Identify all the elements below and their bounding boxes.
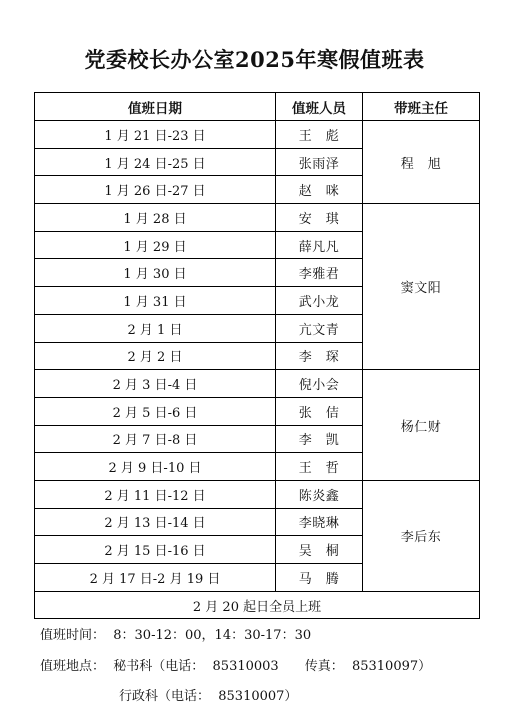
duty-date: 1 月 21 日-23 日 (35, 121, 276, 149)
duty-location: 值班地点： 秘书科（电话： 85310003 传真： 85310097） (40, 659, 432, 674)
duty-person: 赵 咪 (276, 176, 363, 204)
header-person: 值班人员 (276, 93, 363, 121)
header-date: 值班日期 (35, 93, 276, 121)
table-row (35, 370, 480, 398)
duty-person: 李晓琳 (276, 508, 363, 536)
duty-person: 张 佶 (276, 397, 363, 425)
duty-date: 2 月 13 日-14 日 (35, 508, 276, 536)
duty-date: 1 月 29 日 (35, 231, 276, 259)
duty-date: 1 月 26 日-27 日 (35, 176, 276, 204)
duty-date: 2 月 2 日 (35, 342, 276, 370)
duty-date: 2 月 1 日 (35, 314, 276, 342)
duty-person: 李雅君 (276, 259, 363, 287)
duty-person: 王 彪 (276, 121, 363, 149)
duty-person: 吴 桐 (276, 536, 363, 564)
duty-person: 安 琪 (276, 204, 363, 232)
duty-leader: 程 旭 (363, 121, 480, 204)
duty-person: 李 凯 (276, 425, 363, 453)
table-row (35, 121, 480, 149)
duty-person: 王 哲 (276, 453, 363, 481)
all-staff-notice: 2 月 20 起日全员上班 (35, 591, 480, 619)
duty-date: 2 月 7 日-8 日 (35, 425, 276, 453)
table-row (35, 204, 480, 232)
duty-schedule-table (34, 92, 480, 619)
duty-date: 2 月 3 日-4 日 (35, 370, 276, 398)
document-title: 党委校长办公室2025年寒假值班表 (84, 47, 425, 72)
duty-person: 李 琛 (276, 342, 363, 370)
duty-hours: 值班时间： 8：30-12：00，14：30-17：30 (40, 628, 312, 643)
duty-person: 薛凡凡 (276, 231, 363, 259)
duty-leader: 窦文阳 (363, 204, 480, 370)
duty-leader: 李后东 (363, 480, 480, 591)
admin-office-contact: 行政科（电话： 85310007） (119, 689, 298, 704)
duty-date: 2 月 15 日-16 日 (35, 536, 276, 564)
duty-person: 倪小会 (276, 370, 363, 398)
duty-date: 2 月 11 日-12 日 (35, 480, 276, 508)
table-header-row (35, 93, 480, 121)
duty-person: 陈炎鑫 (276, 480, 363, 508)
header-leader: 带班主任 (363, 93, 480, 121)
duty-date: 1 月 30 日 (35, 259, 276, 287)
duty-date: 1 月 24 日-25 日 (35, 148, 276, 176)
duty-leader: 杨仁财 (363, 370, 480, 481)
duty-date: 2 月 9 日-10 日 (35, 453, 276, 481)
table-footer-row (35, 591, 480, 619)
duty-person: 马 腾 (276, 564, 363, 592)
duty-date: 2 月 5 日-6 日 (35, 397, 276, 425)
table-row (35, 480, 480, 508)
duty-person: 亢文青 (276, 314, 363, 342)
duty-person: 张雨泽 (276, 148, 363, 176)
duty-date: 2 月 17 日-2 月 19 日 (35, 564, 276, 592)
duty-person: 武小龙 (276, 287, 363, 315)
duty-date: 1 月 28 日 (35, 204, 276, 232)
duty-date: 1 月 31 日 (35, 287, 276, 315)
